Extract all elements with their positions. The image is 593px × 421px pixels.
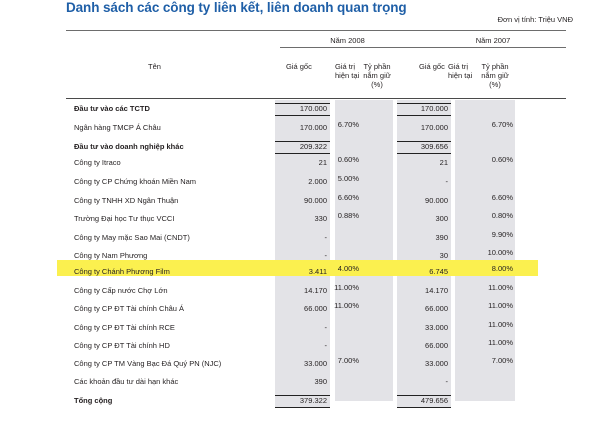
unit-label: Đơn vị tính: Triệu VNĐ [497,15,573,24]
cost-2007-value: 300 [435,214,448,223]
ownership-2008-value: 0.88% [337,211,359,220]
ownership-2007-value: 6.60% [491,193,513,202]
row-name: Công ty CP ĐT Tài chính Châu Á [74,304,185,313]
cost-2008-value: 33.000 [304,359,327,368]
cost-2007-value: 66.000 [425,341,448,350]
row-name: Công ty CP ĐT Tài chính HD [74,341,170,350]
ownership-2007-value: 10.00% [487,248,513,257]
ownership-2008-value: 5.00% [337,174,359,183]
cost-2008-value: - [324,323,327,332]
cost-2007-value: 170.000 [420,123,448,132]
page-title: Danh sách các công ty liên kết, liên doanh quan trọng [66,0,407,15]
cost-2007-value: 14.170 [425,286,448,295]
header-ownership-2008: Tỷ phần nắm giữ (%) [363,62,391,89]
ownership-2007-value: 0.80% [491,211,513,220]
cost-2008-value: - [324,233,327,242]
ownership-2008-value: 4.00% [337,264,359,273]
year-2008-label: Năm 2008 [330,36,365,45]
cost-2007-value: 170.000 [420,104,448,113]
cost-2008-value: 170.000 [299,104,327,113]
cost-2007-value: - [445,177,448,186]
cost-2007-value: 390 [435,233,448,242]
row-name: Công ty CP Chứng khoán Miền Nam [74,177,197,186]
year-2007-label: Năm 2007 [475,36,511,45]
table-row [0,391,593,410]
row-name: Công ty Itraco [74,158,121,167]
cost-2008-value: - [324,341,327,350]
row-name: Công ty Cấp nước Chợ Lớn [74,286,168,295]
row-name: Công ty May mặc Sao Mai (CNDT) [74,233,190,242]
top-rule [66,30,566,31]
cost-2007-value: 21 [439,158,448,167]
ownership-2007-value: 6.70% [491,120,513,129]
row-name: Công ty CP TM Vàng Bạc Đá Quý PN (NJC) [74,359,222,368]
row-name: Đầu tư vào các TCTD [74,104,150,113]
table-row [0,153,593,172]
ownership-2007-value: 8.00% [491,264,513,273]
ownership-2007-value: 11.00% [488,338,513,347]
cost-2008-value: 2.000 [308,177,327,186]
row-name: Công ty TNHH XD Ngân Thuận [74,196,179,205]
cost-2008-value: 90.000 [304,196,327,205]
header-cost-2008: Giá gốc [286,62,312,71]
cost-2008-value: 330 [314,214,327,223]
ownership-2007-value: 7.00% [491,356,513,365]
ownership-2008-value: 0.60% [337,155,359,164]
cost-2007-value: 90.000 [425,196,448,205]
header-present-value-2007: Giá trị hiện tại [448,62,473,80]
cost-2007-value: - [445,377,448,386]
cost-2008-value: 66.000 [304,304,327,313]
ownership-2008-value: 7.00% [337,356,359,365]
header-ownership-2007: Tỷ phần nắm giữ (%) [481,62,509,89]
ownership-2008-value: 6.70% [337,120,359,129]
cost-2008-value: 3.411 [308,267,327,276]
cost-2007-value: 66.000 [425,304,448,313]
ownership-2007-value: 11.00% [488,301,513,310]
ownership-2008-value: 11.00% [334,283,359,292]
cost-2007-value: 33.000 [425,359,448,368]
header-present-value-2008: Giá trị hiện tại [335,62,360,80]
cost-2008-value: 21 [318,158,327,167]
table-row [0,372,593,391]
cost-2007-value: 479.656 [420,396,448,405]
cost-2008-value: 390 [314,377,327,386]
header-name: Tên [148,62,161,71]
cost-2008-value: - [324,251,327,260]
ownership-2008-value: 11.00% [334,301,359,310]
row-name: Tổng cộng [74,396,113,405]
cost-2008-value: 379.322 [299,396,327,405]
row-name: Công ty Chánh Phương Film [74,267,170,276]
row-name: Công ty Nam Phương [74,251,148,260]
row-name: Đầu tư vào doanh nghiệp khác [74,142,184,151]
row-name: Các khoản đầu tư dài hạn khác [74,377,179,386]
year-rule [280,47,566,48]
ownership-2007-value: 0.60% [491,155,513,164]
table-row [0,354,593,373]
cost-2008-value: 170.000 [299,123,327,132]
ownership-2007-value: 9.90% [491,230,513,239]
cost-2007-value: 30 [439,251,448,260]
cost-2007-value: 309.656 [420,142,448,151]
cost-2008-value: 14.170 [304,286,327,295]
row-name: Ngân hàng TMCP Á Châu [74,123,161,132]
row-name: Công ty CP ĐT Tài chính RCE [74,323,175,332]
row-name: Trường Đại học Tư thục VCCI [74,214,175,223]
ownership-2007-value: 11.00% [488,283,513,292]
cost-2007-value: 6.745 [429,267,448,276]
ownership-2007-value: 11.00% [488,320,513,329]
header-cost-2007: Giá gốc [419,62,445,71]
cost-2007-value: 33.000 [425,323,448,332]
table-row [0,118,593,137]
ownership-2008-value: 6.60% [337,193,359,202]
cost-2008-value: 209.322 [299,142,327,151]
